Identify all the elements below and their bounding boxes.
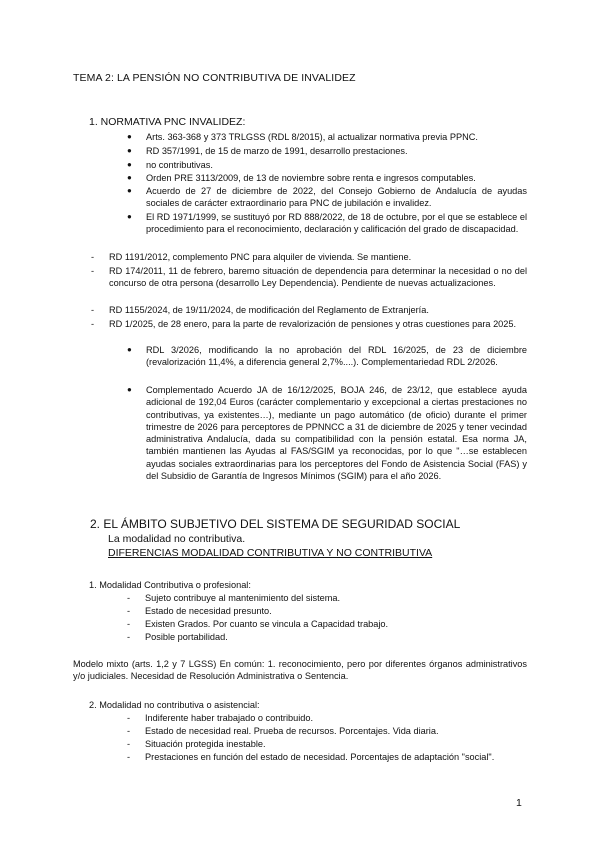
section-1-heading: 1. NORMATIVA PNC INVALIDEZ:: [89, 116, 246, 128]
dash-marker: -: [127, 752, 131, 762]
sub-bullet-text: RDL 3/2026, modificando la no aprobación del RDL 16/2025, de 23 de diciembre (revalorización 11,4%, a diferencia general 2,7%....). Complementariedad RDL 2/2026.: [146, 345, 527, 368]
bullet-text: no contributivas.: [146, 160, 213, 170]
modality-1-item: [127, 618, 527, 630]
bullet-icon: ●: [127, 132, 132, 141]
section-2-underlined-title: DIFERENCIAS MODALIDAD CONTRIBUTIVA Y NO CONTRIBUTIVA: [108, 547, 433, 559]
bullet-item: [127, 211, 527, 236]
bullet-text: RD 357/1991, de 15 de marzo de 1991, desarrollo prestaciones.: [146, 146, 408, 156]
modality-2-item: [127, 712, 527, 724]
dash-marker: -: [91, 305, 95, 315]
dash-marker: -: [127, 606, 131, 616]
dash-item: [91, 251, 527, 263]
modality-item-text: Estado de necesidad real. Prueba de recursos. Porcentajes. Vida diaria.: [145, 726, 439, 736]
dash-item: [91, 318, 527, 330]
modality-item-text: Indiferente haber trabajado o contribuido.: [145, 713, 314, 723]
modality-item-text: Situación protegida inestable.: [145, 739, 266, 749]
modality-1-item: [127, 631, 527, 643]
dash-item: [91, 265, 527, 290]
modality-2-label: 2. Modalidad no contributiva o asistencial:: [89, 700, 260, 710]
bullet-icon: ●: [127, 186, 132, 195]
section-2-subheading: La modalidad no contributiva.: [108, 533, 246, 545]
modality-item-text: Posible portabilidad.: [145, 632, 228, 642]
document-title: TEMA 2: LA PENSIÓN NO CONTRIBUTIVA DE INVALIDEZ: [73, 72, 356, 84]
modality-1-item: [127, 592, 527, 604]
modality-item-text: Estado de necesidad presunto.: [145, 606, 272, 616]
modality-1-item: [127, 605, 527, 617]
page-number: 1: [516, 797, 522, 809]
dash-marker: -: [91, 252, 95, 262]
bullet-icon: ●: [127, 345, 132, 354]
section-2-heading: 2. EL ÁMBITO SUBJETIVO DEL SISTEMA DE SEGURIDAD SOCIAL: [90, 517, 461, 531]
dash-marker: -: [91, 266, 95, 276]
dash-text: RD 174/2011, 11 de febrero, baremo situación de dependencia para determinar la necesidad o no del concurso de otra persona (desarrollo Ley Dependencia). Pendiente de nuevas actualizaciones.: [109, 266, 527, 289]
modality-item-text: Existen Grados. Por cuanto se vincula a Capacidad trabajo.: [145, 619, 389, 629]
dash-item: [91, 304, 527, 316]
sub-bullet-text: Complementado Acuerdo JA de 16/12/2025, BOJA 246, de 23/12, que establece ayuda adicional de 192,04 Euros (carácter complementario y excepcional a ciertas prestaciones no contributivas, ya existentes…), mediante un pago automático (de oficio) durante el primer trimestre de 2026 para perceptores de PPNNCC a 31 de diciembre de 2025 y tener vecindad administrativa Andalucía, dada su compatibilidad con la pensión estatal. Esa norma JA, también mantienen las Ayudas al FAS/SGIM ya reconocidas, por lo que "…se establecen ayudas sociales extraordinarias para los perceptores del Fondo de Asistencia Social (FAS) y del Subsidio de Garantía de Ingresos Mínimos (SGIM) para el año 2026.: [146, 385, 527, 482]
dash-marker: -: [127, 619, 131, 629]
modality-item-text: Sujeto contribuye al mantenimiento del sistema.: [145, 593, 341, 603]
mixed-model-paragraph: Modelo mixto (arts. 1,2 y 7 LGSS) En común: 1. reconocimiento, pero por diferentes órganos administrativos y/o judiciales. Necesidad de Resolución Administrativa o Sentencia.: [73, 659, 527, 682]
bullet-item: [127, 185, 527, 210]
bullet-text: Arts. 363-368 y 373 TRLGSS (RDL 8/2015), al actualizar normativa previa PPNC.: [146, 132, 478, 142]
dash-text: RD 1/2025, de 28 enero, para la parte de revalorización de pensiones y otras cuestiones para 2025.: [109, 319, 517, 329]
bullet-item: [127, 131, 527, 143]
bullet-icon: ●: [127, 385, 132, 394]
bullet-item: [127, 172, 527, 184]
bullet-text: Acuerdo de 27 de diciembre de 2022, del Consejo Gobierno de Andalucía de ayudas sociales de carácter extraordinario para PNC de jubilación e invalidez.: [146, 186, 527, 209]
modality-item-text: Prestaciones en función del estado de necesidad. Porcentajes de adaptación "social".: [145, 752, 495, 762]
modality-2-item: [127, 738, 527, 750]
dash-marker: -: [127, 726, 131, 736]
bullet-item: [127, 159, 527, 171]
sub-bullet-item: [127, 384, 527, 482]
modality-2-item: [127, 725, 527, 737]
bullet-icon: ●: [127, 146, 132, 155]
dash-marker: -: [127, 713, 131, 723]
dash-text: RD 1155/2024, de 19/11/2024, de modificación del Reglamento de Extranjería.: [109, 305, 429, 315]
bullet-icon: ●: [127, 173, 132, 182]
dash-marker: -: [91, 319, 95, 329]
bullet-text: Orden PRE 3113/2009, de 13 de noviembre sobre renta e ingresos computables.: [146, 173, 476, 183]
sub-bullet-item: [127, 344, 527, 369]
modality-2-item: [127, 751, 527, 763]
bullet-text: El RD 1971/1999, se sustituyó por RD 888/2022, de 18 de octubre, por el que se establece el procedimiento para el reconocimiento, declaración y calificación del grado de discapacidad.: [146, 212, 527, 235]
dash-marker: -: [127, 593, 131, 603]
modality-1-label: 1. Modalidad Contributiva o profesional:: [89, 580, 251, 590]
dash-marker: -: [127, 632, 131, 642]
bullet-icon: ●: [127, 160, 132, 169]
dash-marker: -: [127, 739, 131, 749]
bullet-icon: ●: [127, 212, 132, 221]
dash-text: RD 1191/2012, complemento PNC para alquiler de vivienda. Se mantiene.: [109, 252, 412, 262]
bullet-item: [127, 145, 527, 157]
